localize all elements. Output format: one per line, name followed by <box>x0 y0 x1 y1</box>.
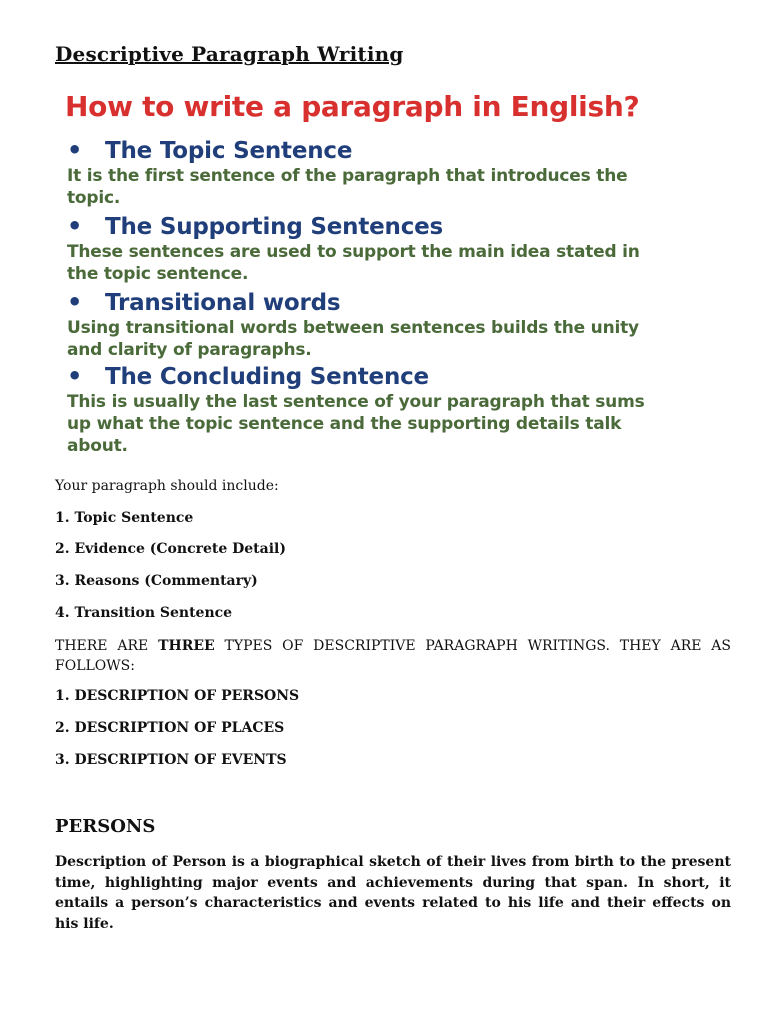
infographic-item-transitional-words <box>67 288 647 361</box>
infographic-item-description: These sentences are used to support the main idea stated in the topic sentence. <box>67 242 640 284</box>
infographic-item-description: Using transitional words between sentences builds the unity and clarity of paragraphs. <box>67 318 639 360</box>
bullet-icon: • <box>67 136 83 164</box>
include-item: 2. Evidence (Concrete Detail) <box>55 541 286 557</box>
persons-heading: PERSONS <box>55 816 156 837</box>
infographic-item-title: The Concluding Sentence <box>105 364 429 390</box>
types-intro <box>55 636 731 676</box>
types-intro-after: TYPES OF DESCRIPTIVE PARAGRAPH WRITINGS. THEY ARE AS FOLLOWS: <box>55 638 731 674</box>
infographic-item-concluding-sentence <box>67 362 647 457</box>
persons-paragraph: Description of Person is a biographical sketch of their lives from birth to the present time, highlighting major events and achievements during that span. In short, it entails a person’s characteristics and events related to his life and their effects on his life. <box>55 854 731 932</box>
include-item: 1. Topic Sentence <box>55 510 194 526</box>
types-intro-before: THERE ARE <box>55 638 159 654</box>
include-item: 3. Reasons (Commentary) <box>55 573 258 589</box>
infographic-item-topic-sentence <box>67 136 647 209</box>
include-item: 4. Transition Sentence <box>55 605 233 621</box>
infographic-item-description: It is the first sentence of the paragraph that introduces the topic. <box>67 166 628 208</box>
types-intro-emphasis: THREE <box>158 638 215 654</box>
paragraph-infographic <box>55 84 655 466</box>
infographic-item-title: Transitional words <box>105 290 341 316</box>
infographic-item-supporting-sentences <box>67 212 647 285</box>
bullet-icon: • <box>67 288 83 316</box>
document-title: Descriptive Paragraph Writing <box>55 42 404 66</box>
types-item: 2. DESCRIPTION OF PLACES <box>55 720 285 736</box>
infographic-item-title: The Supporting Sentences <box>105 214 444 240</box>
include-intro: Your paragraph should include: <box>55 478 279 494</box>
infographic-heading: How to write a paragraph in English? <box>65 90 640 123</box>
infographic-item-description: This is usually the last sentence of your paragraph that sums up what the topic sentence and the supporting details talk about. <box>67 392 645 456</box>
types-item: 1. DESCRIPTION OF PERSONS <box>55 688 300 704</box>
infographic-item-title: The Topic Sentence <box>105 138 353 164</box>
types-item: 3. DESCRIPTION OF EVENTS <box>55 752 287 768</box>
bullet-icon: • <box>67 362 83 390</box>
bullet-icon: • <box>67 212 83 240</box>
